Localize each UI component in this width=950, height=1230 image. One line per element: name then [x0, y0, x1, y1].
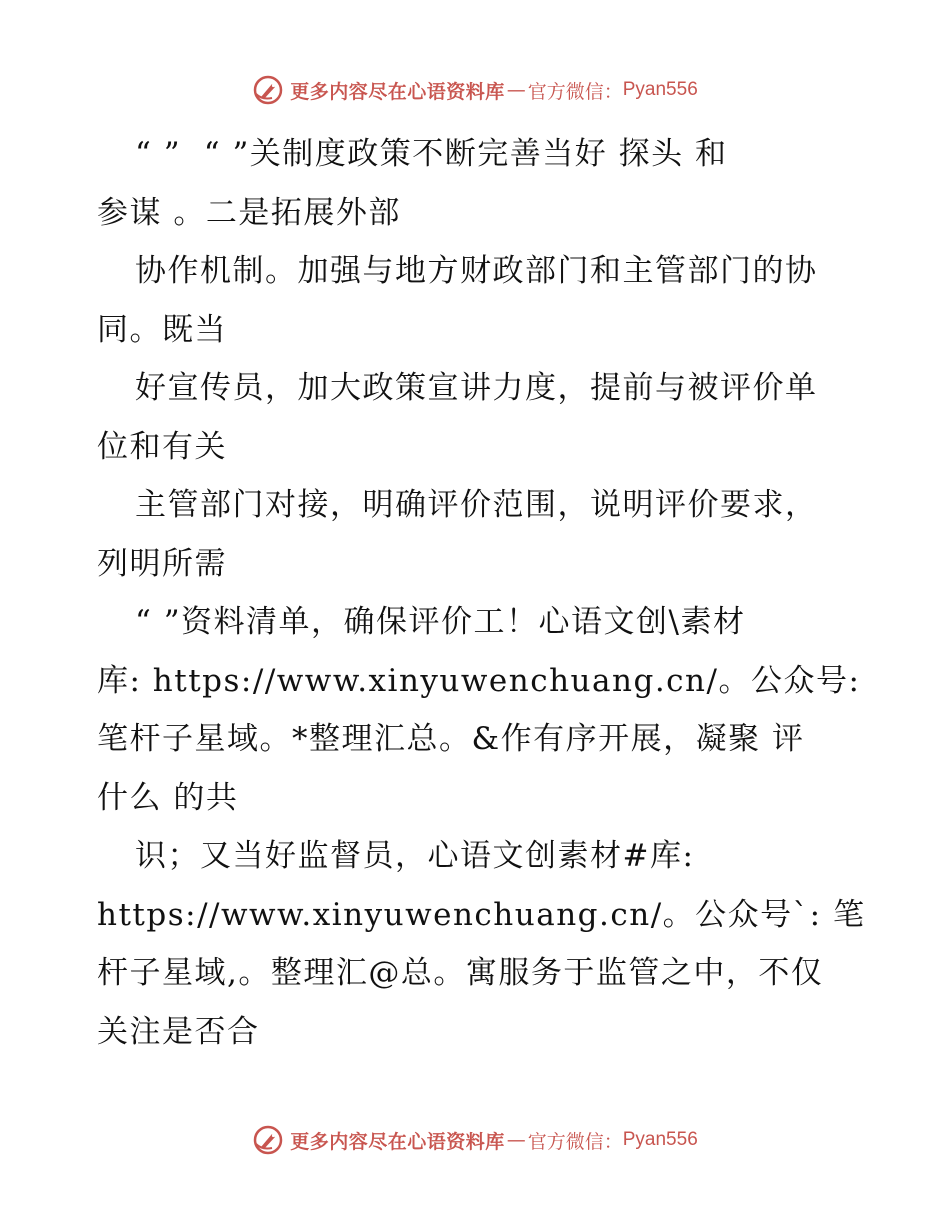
text-line: 参谋 。二是拓展外部 [97, 194, 401, 231]
text-line: 同。既当 [97, 311, 227, 348]
banner-wechat-id: Pyan556 [622, 79, 698, 100]
pen-nib-logo-icon [252, 1124, 284, 1156]
text-line: 关注是否合 [97, 1013, 260, 1050]
footer-banner [0, 1118, 950, 1162]
text-line: 库: https://www.xinyuwenchuang.cn/。公众号: [97, 662, 861, 699]
text-line: 杆子星域,。整理汇@总。寓服务于监管之中，不仅 [97, 955, 824, 991]
document-body [97, 125, 866, 1061]
text-line: “ ” “ ”关制度政策不断完善当好 探头 和 [135, 136, 728, 172]
banner-title: 更多内容尽在心语资料库 [290, 80, 505, 103]
banner-title: 更多内容尽在心语资料库 [290, 1130, 505, 1153]
banner-wechat-id: Pyan556 [622, 1129, 698, 1150]
banner-separator: — [506, 1129, 526, 1151]
text-line: 识；又当好监督员，心语文创素材#库: [135, 838, 695, 874]
text-line: 协作机制。加强与地方财政部门和主管部门的协 [135, 253, 818, 289]
banner-separator: — [506, 79, 526, 101]
banner-wechat-label: 官方微信： [527, 80, 623, 103]
text-line: 什么 的共 [97, 779, 239, 816]
text-line: 位和有关 [97, 428, 227, 465]
text-line: https://www.xinyuwenchuang.cn/。公众号`: 笔 [97, 896, 866, 933]
header-banner [0, 68, 950, 112]
text-line: 列明所需 [97, 545, 227, 582]
text-line: “ ”资料清单，确保评价工！心语文创\素材 [135, 604, 746, 640]
text-line: 好宣传员，加大政策宣讲力度，提前与被评价单 [135, 370, 818, 406]
banner-wechat-label: 官方微信： [527, 1130, 623, 1153]
text-line: 主管部门对接，明确评价范围，说明评价要求， [135, 487, 818, 523]
pen-nib-logo-icon [252, 74, 284, 106]
text-line: 笔杆子星域。*整理汇总。&作有序开展，凝聚 评 [97, 721, 805, 757]
